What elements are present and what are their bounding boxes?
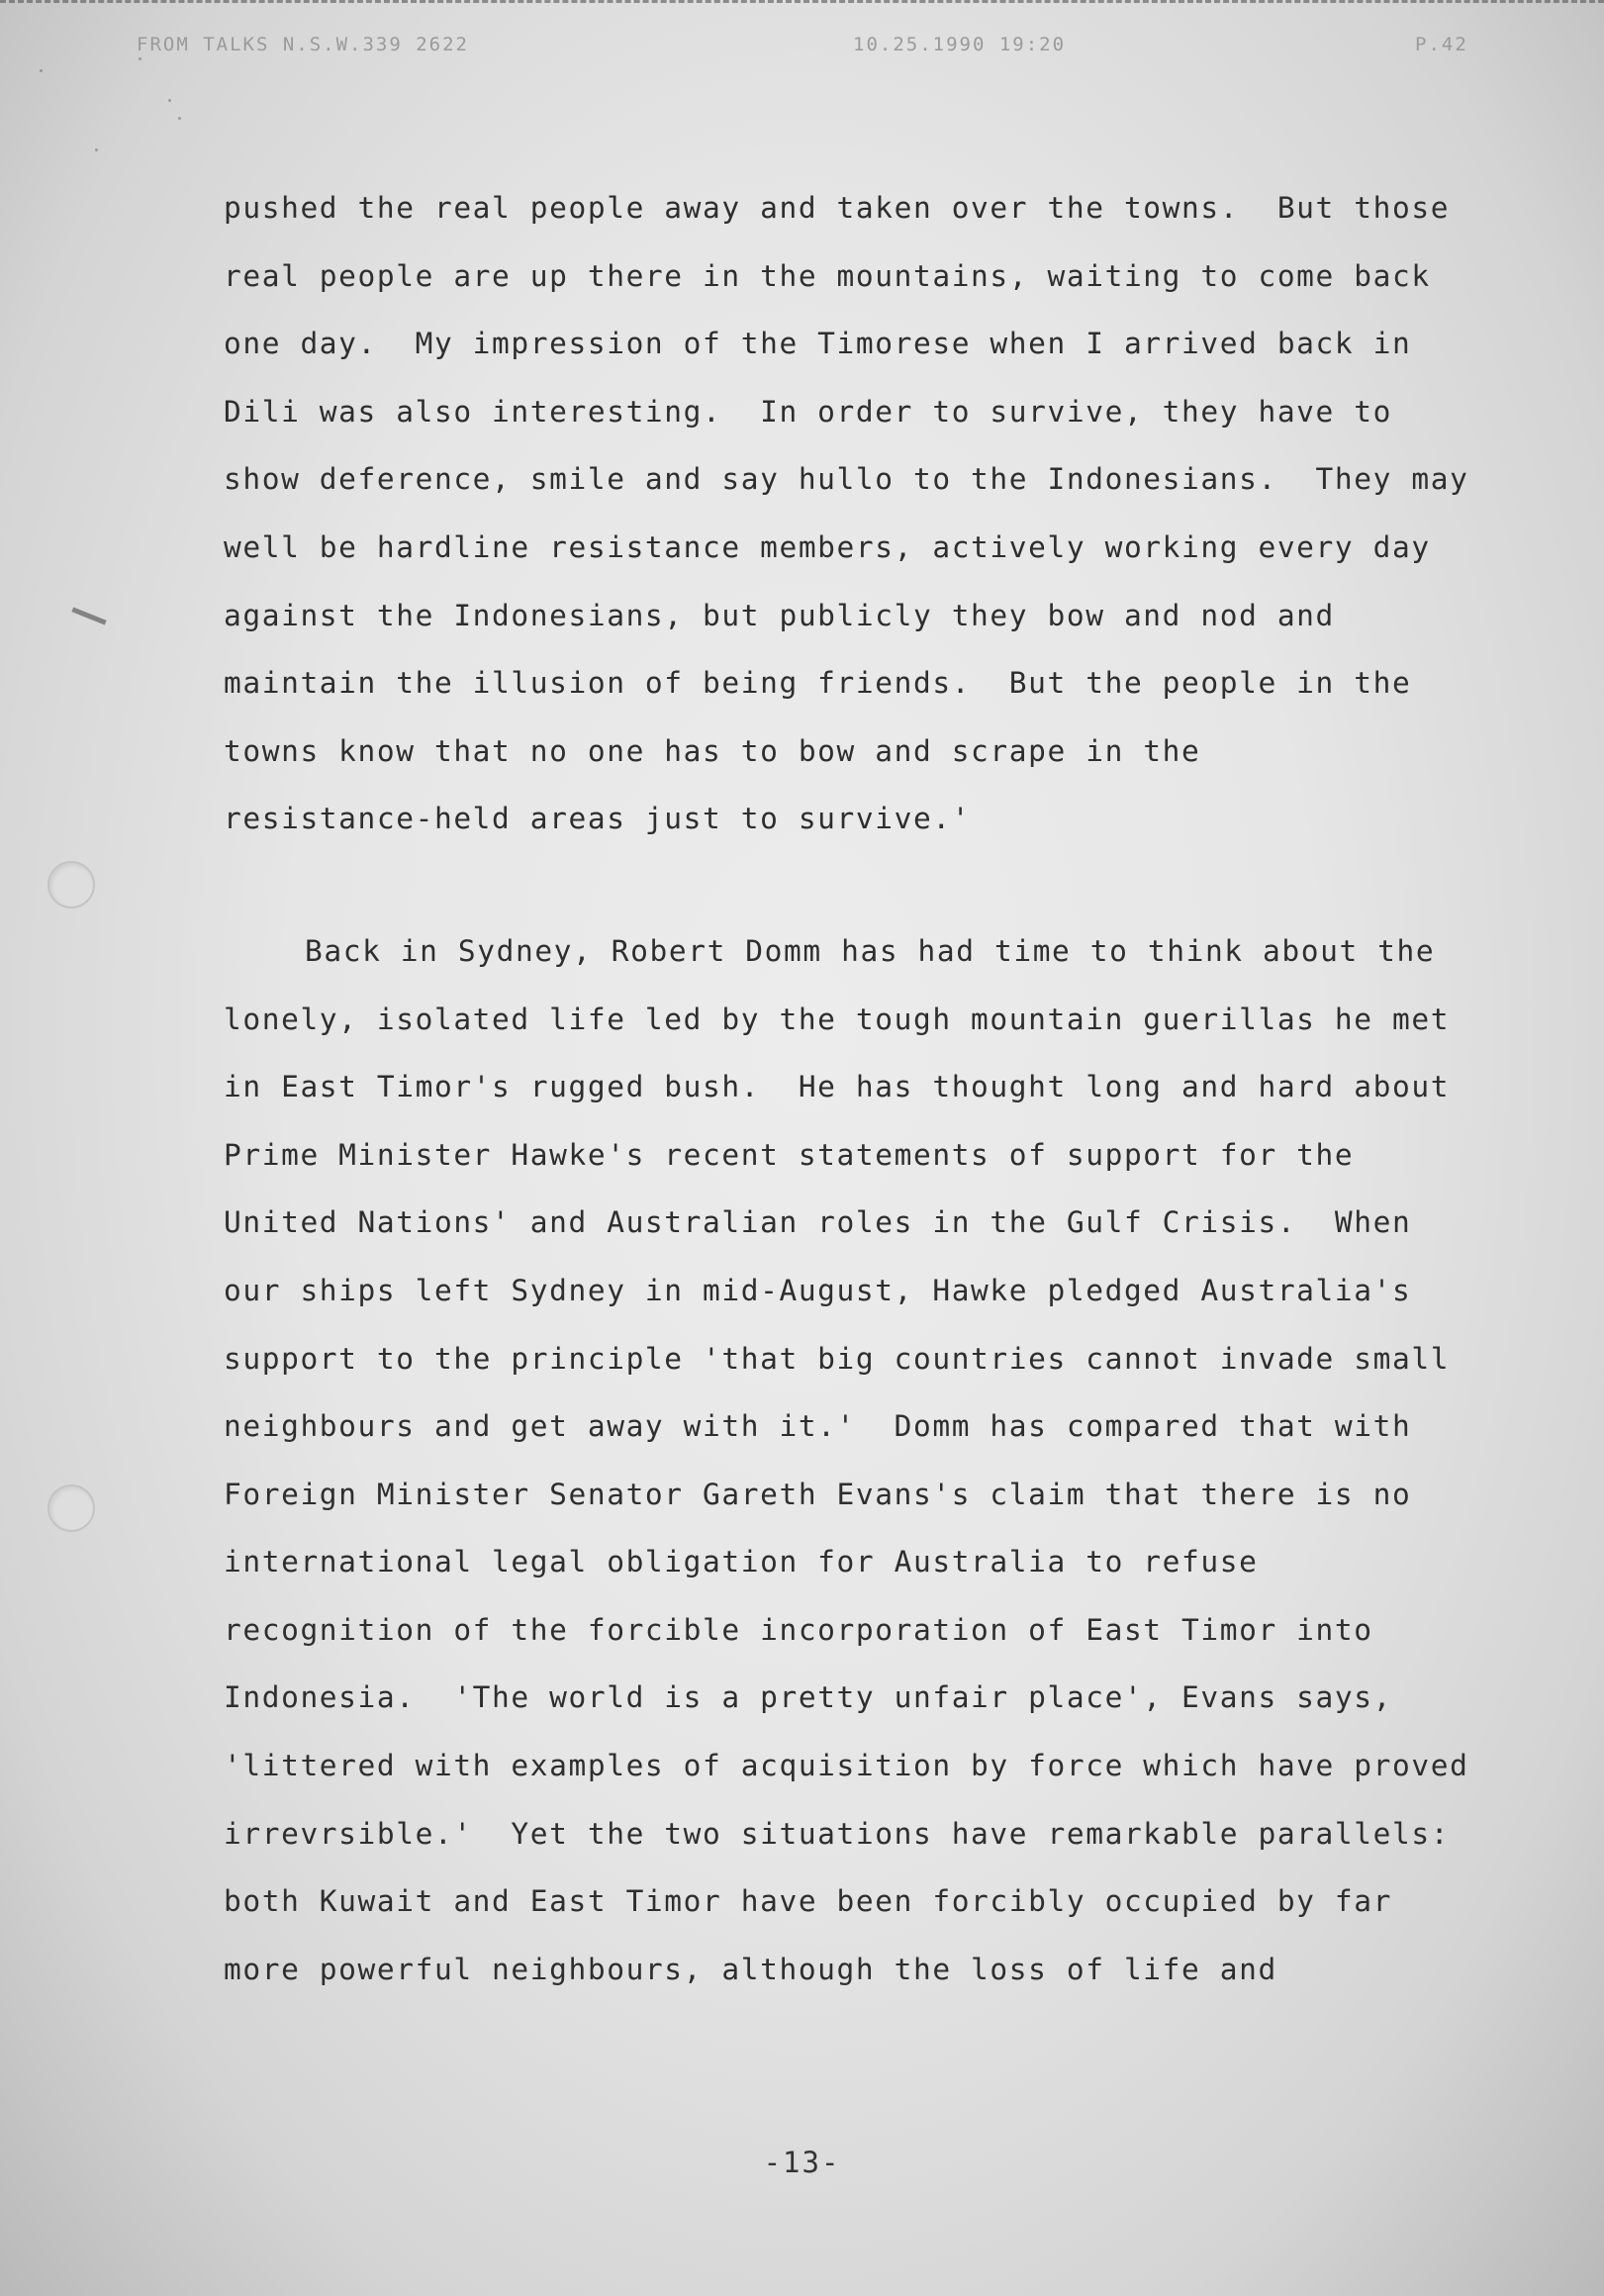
scan-speck xyxy=(168,99,171,102)
text-line: well be hardline resistance members, actively working every day xyxy=(224,529,1431,564)
text-line: irrevrsible.' Yet the two situations have remarkable parallels: xyxy=(224,1816,1451,1851)
text-line: international legal obligation for Australia to refuse xyxy=(224,1545,1259,1579)
text-line: both Kuwait and East Timor have been forcibly occupied by far xyxy=(224,1884,1392,1919)
margin-mark xyxy=(71,607,106,624)
text-line: our ships left Sydney in mid-August, Hawke pledged Australia's xyxy=(224,1273,1412,1307)
text-line: Indonesia. 'The world is a pretty unfair place', Evans says, xyxy=(224,1680,1392,1715)
text-line: Back in Sydney, Robert Domm has had time to think about the xyxy=(305,933,1436,968)
paragraph-gap xyxy=(224,853,1520,917)
text-line: one day. My impression of the Timorese when I arrived back in xyxy=(224,327,1412,361)
scan-speck xyxy=(95,148,98,151)
fax-header-datetime: 10.25.1990 19:20 xyxy=(853,34,1067,55)
text-line: more powerful neighbours, although the loss of life and xyxy=(224,1952,1277,1986)
text-line: in East Timor's rugged bush. He has thought long and hard about xyxy=(224,1070,1451,1104)
text-line: against the Indonesians, but publicly they bow and nod and xyxy=(224,598,1335,632)
punch-hole-upper xyxy=(47,861,95,909)
text-line: Prime Minister Hawke's recent statements of support for the xyxy=(224,1137,1355,1172)
text-line: 'littered with examples of acquisition by force which have proved xyxy=(224,1749,1469,1783)
fax-header-from: FROM TALKS N.S.W.339 2622 xyxy=(137,34,469,55)
top-dashed-rule xyxy=(0,0,1604,6)
fax-header-page: P.42 xyxy=(1415,34,1468,55)
text-line: show deference, smile and say hullo to the Indonesians. They may xyxy=(224,462,1469,497)
paragraph-1 xyxy=(224,174,1520,853)
scan-speck xyxy=(40,69,43,72)
text-line: pushed the real people away and taken over the towns. But those xyxy=(224,191,1451,225)
text-line: Foreign Minister Senator Gareth Evans's claim that there is no xyxy=(224,1477,1412,1511)
text-line: support to the principle 'that big countries cannot invade small xyxy=(224,1341,1451,1376)
scan-speck xyxy=(139,57,142,60)
text-line: recognition of the forcible incorporation of East Timor into xyxy=(224,1612,1373,1647)
text-line: lonely, isolated life led by the tough mountain guerillas he met xyxy=(224,1002,1451,1036)
text-line: United Nations' and Australian roles in the Gulf Crisis. When xyxy=(224,1205,1412,1240)
fax-header xyxy=(0,34,1604,57)
scan-speck xyxy=(178,117,181,120)
text-line: real people are up there in the mountains, waiting to come back xyxy=(224,258,1431,293)
body-text xyxy=(224,174,1520,2003)
text-line: resistance-held areas just to survive.' xyxy=(224,802,972,836)
text-line: Dili was also interesting. In order to survive, they have to xyxy=(224,394,1392,429)
punch-hole-lower xyxy=(47,1484,95,1532)
text-line: maintain the illusion of being friends. But the people in the xyxy=(224,666,1412,701)
text-line: towns know that no one has to bow and scrape in the xyxy=(224,733,1201,768)
page-number: -13- xyxy=(763,2146,841,2179)
paragraph-2 xyxy=(224,917,1520,2004)
text-line: neighbours and get away with it.' Domm has compared that with xyxy=(224,1409,1412,1444)
